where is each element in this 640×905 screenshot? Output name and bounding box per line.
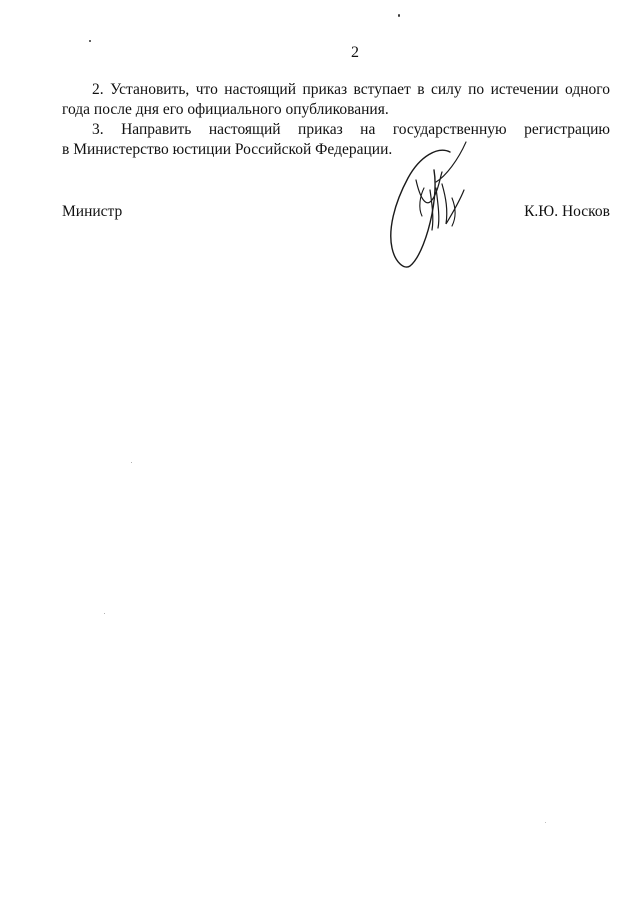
scan-speck: [89, 40, 91, 42]
paragraph-line: года после дня его официального опубликования.: [62, 101, 389, 118]
paragraph-line: в Министерство юстиции Российской Федерации.: [62, 141, 393, 158]
paragraph-line: [62, 120, 610, 140]
scan-speck: [104, 613, 105, 614]
scan-speck: [545, 822, 546, 823]
signer-name: К.Ю. Носков: [524, 203, 610, 220]
page-number: 2: [351, 44, 359, 61]
paragraph-text: 2. Установить, что настоящий приказ вступает в силу по истечении одного: [92, 81, 610, 98]
handwritten-signature: [380, 138, 480, 272]
signer-position: Министр: [62, 203, 123, 220]
scan-speck: [131, 462, 132, 463]
paragraph-2: [62, 80, 610, 120]
document-body: [62, 80, 610, 160]
paragraph-line: [62, 80, 610, 100]
paragraph-text: 3. Направить настоящий приказ на государственную регистрацию: [92, 121, 610, 138]
paragraph-3: [62, 120, 610, 160]
scan-speck: [398, 14, 400, 17]
